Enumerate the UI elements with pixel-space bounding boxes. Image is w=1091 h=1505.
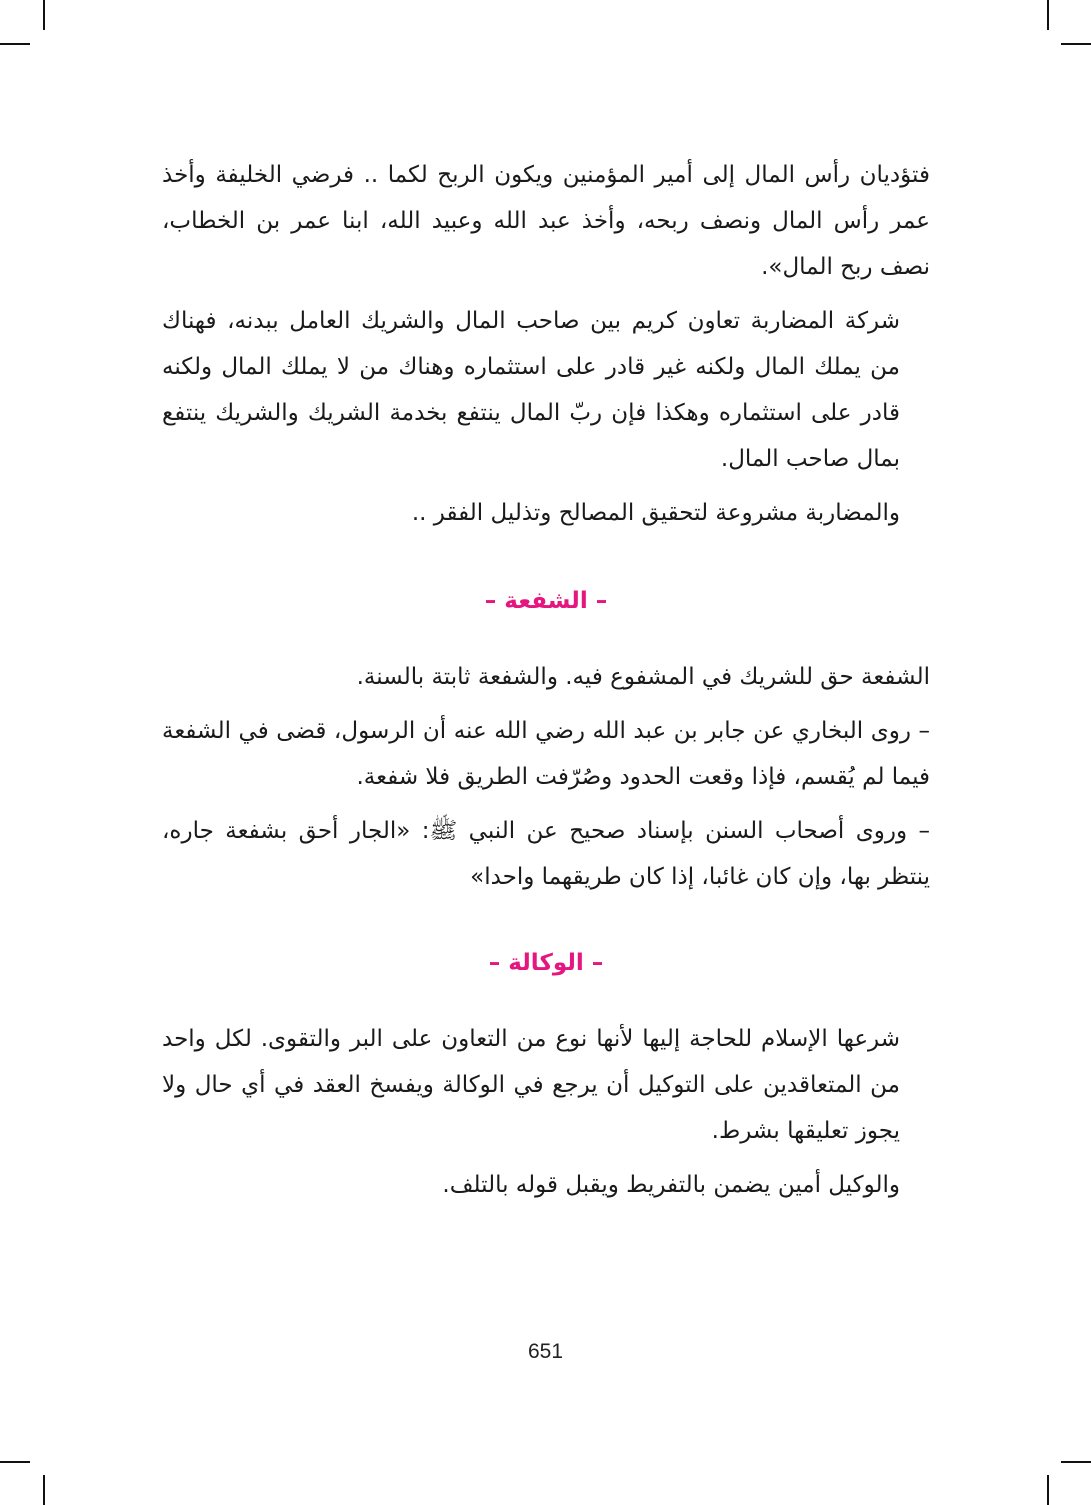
intro-paragraph-1: فتؤديان رأس المال إلى أمير المؤمنين ويكون الربح لكما .. فرضي الخليفة وأخذ عمر رأس المال ونصف ربحه، وأخذ عبد الله وعبيد الله، ابنا عمر بن الخطاب، نصف ربح المال». (162, 162, 930, 280)
wakala-paragraph-2: والوكيل أمين يضمن بالتفريط ويقبل قوله بالتلف. (442, 1172, 900, 1198)
page-number: 651 (527, 1340, 564, 1363)
crop-mark-top-left-horizontal (0, 43, 30, 45)
crop-mark-top-right-horizontal (1061, 43, 1091, 45)
crop-mark-bottom-left-horizontal (0, 1461, 30, 1463)
crop-mark-bottom-right-horizontal (1061, 1461, 1091, 1463)
shufaa-paragraph-1: الشفعة حق للشريك في المشفوع فيه. والشفعة ثابتة بالسنة. (356, 664, 930, 690)
shufaa-paragraph-3: – وروى أصحاب السنن بإسناد صحيح عن النبي ﷺ: «الجار أحق بشفعة جاره، ينتظر بها، وإن كان غائبا، إذا كان طريقهما واحدا» (162, 818, 930, 890)
section-heading-shufaa: – الشفعة – (484, 588, 608, 614)
crop-mark-bottom-left-vertical (43, 1475, 45, 1505)
page-body (162, 152, 930, 1216)
shufaa-paragraph-2: – روى البخاري عن جابر بن عبد الله رضي الله عنه أن الرسول، قضى في الشفعة فيما لم يُقسم، فإذا وقعت الحدود وصُرّفت الطريق فلا شفعة. (162, 718, 930, 790)
intro-paragraph-2: شركة المضاربة تعاون كريم بين صاحب المال والشريك العامل ببدنه، فهناك من يملك المال ولكنه غير قادر على استثماره وهناك من لا يملك المال ولكنه قادر على استثماره وهكذا فإن ربّ المال ينتفع بخدمة الشريك والشريك ينتفع بمال صاحب المال. (162, 308, 900, 472)
crop-mark-top-left-vertical (43, 0, 45, 30)
wakala-paragraph-1: شرعها الإسلام للحاجة إليها لأنها نوع من التعاون على البر والتقوى. لكل واحد من المتعاقدين على التوكيل أن يرجع في الوكالة ويفسخ العقد في أي حال ولا يجوز تعليقها بشرط. (162, 1026, 900, 1144)
crop-mark-bottom-right-vertical (1047, 1475, 1049, 1505)
crop-mark-top-right-vertical (1047, 0, 1049, 30)
intro-paragraph-3: والمضاربة مشروعة لتحقيق المصالح وتذليل الفقر .. (411, 500, 900, 526)
section-heading-wakala: – الوكالة – (488, 950, 604, 976)
